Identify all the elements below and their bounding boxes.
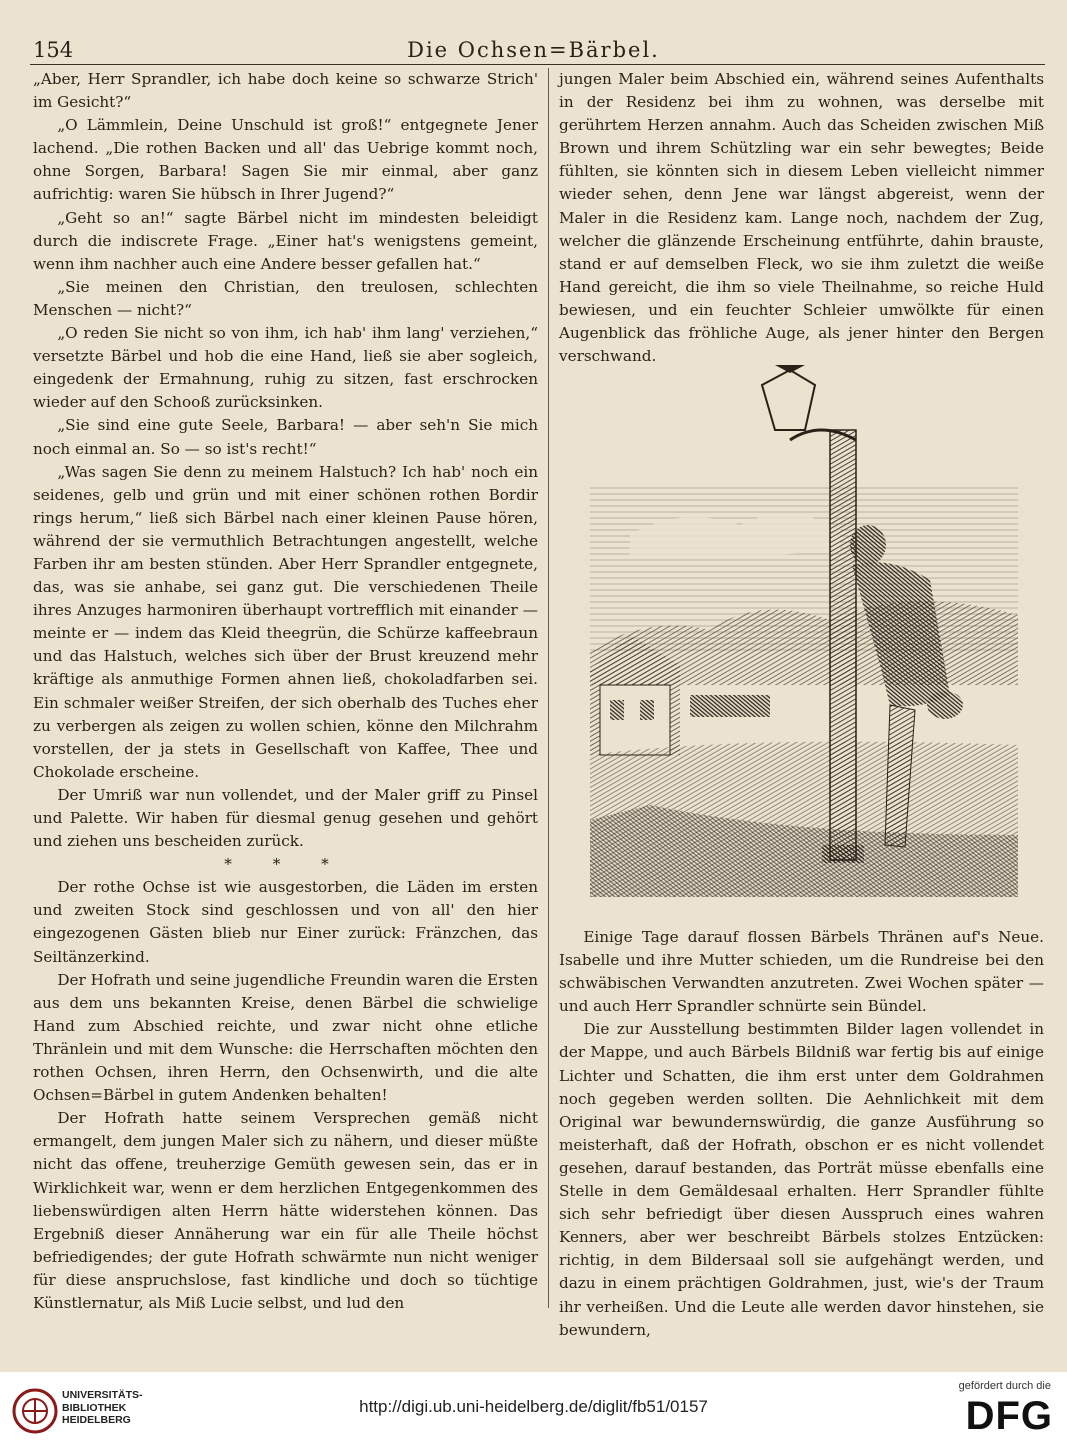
section-break: * * *	[224, 855, 347, 874]
paragraph: „O reden Sie nicht so von ihm, ich hab' ihm lang' verziehen,“ versetzte Bärbel und hob die eine Hand, ließ sie aber sogleich, eingedenk der Ermahnung, ruhig zu sitzen, fast erschrocken wieder auf den Schooß zurücksinken.	[33, 324, 538, 412]
paragraph: Der Hofrath hatte seinem Versprechen gemäß nicht ermangelt, dem jungen Maler sich zu nähern, und dieser müßte nicht das offene, treuherzige Gemüth gewesen sein, das er in Wirklichkeit war, wenn er dem herzlichen Entgegenkommen des liebenswürdigen alten Herrn hätte widerstehen können. Das Ergebniß dieser Annäherung war ein für alle Theile höchst befriedigendes; der gute Hofrath schwärmte nun nicht weniger für diese anspruchslose, fast kindliche und doch so tüchtige Künstlernatur, als Miß Lucie selbst, und lud den	[33, 1109, 538, 1312]
header-rule	[30, 64, 1045, 65]
paragraph: „O Lämmlein, Deine Unschuld ist groß!“ entgegnete Jener lachend. „Die rothen Backen und all' das Uebrige kommt noch, ohne Sorgen, Barbara! Sagen Sie mir einmal, aber ganz aufrichtig: waren Sie hübsch in Ihrer Jugend?“	[33, 116, 538, 204]
paragraph: „Was sagen Sie denn zu meinem Halstuch? Ich hab' noch ein seidenes, gelb und grün und mit einer schönen rothen Bordir rings herum,“ ließ sich Bärbel nach einer kleinen Pause hören, während der sie vermuthlich Betrachtungen angestellt, welche Farben ihr am besten stünden. Aber Herr Sprandler entgegnete, das, was sie anhabe, sei ganz gut. Die verschiedenen Theile ihres Anzuges harmoniren überhaupt vortrefflich mit einander — meinte er — indem das Kleid theegrün, die Schürze kaffeebraun und das Halstuch, welches sich über der Brust kreuzend mehr kräftige als anmuthige Formen ahnen ließ, chokoladfarben sei. Ein schmaler weißer Streifen, der sich oberhalb des Tuches eher zu verbergen als zeigen zu wollen schien, könne den Milchrahm vorstellen, der ja stets in Gesellschaft von Kaffee, Thee und Chokolade erscheine.	[33, 462, 538, 781]
institution-name: UNIVERSITÄTS- BIBLIOTHEK HEIDELBERG	[62, 1389, 143, 1426]
paragraph: „Sie meinen den Christian, den treulosen, schlechten Menschen — nicht?“	[33, 277, 538, 319]
illustration-man-at-lamppost	[590, 365, 1018, 897]
dfg-logo: DFG	[965, 1394, 1053, 1438]
train	[690, 695, 770, 717]
source-url-link[interactable]: http://digi.ub.uni-heidelberg.de/diglit/fb51/0157	[359, 1397, 708, 1416]
paragraph: Einige Tage darauf flossen Bärbels Thränen auf's Neue. Isabelle und ihre Mutter schieden, um die Rundreise bei den schwäbischen Verwandten anzutreten. Zwei Wochen später — und auch Herr Sprandler schnürte sein Bündel.	[559, 928, 1044, 1016]
paragraph: „Geht so an!“ sagte Bärbel nicht im mindesten beleidigt durch die indiscrete Frage. „Einer hat's wenigstens gemeint, wenn ihm nachher auch eine Andere besser gefallen hat.“	[33, 208, 538, 273]
paragraph: Der Umriß war nun vollendet, und der Maler griff zu Pinsel und Palette. Wir haben für diesmal genug gesehen und gehört und ziehen uns bescheiden zurück.	[33, 785, 538, 851]
paragraph: Die zur Ausstellung bestimmten Bilder lagen vollendet in der Mappe, und auch Bärbels Bildniß war fertig bis auf einige Lichter und Schatten, die ihm erst unter dem Goldrahmen noch gegeben werden sollten. Die Aehnlichkeit mit dem Original war bewundernswürdig, die ganze Ausführung so meisterhaft, daß der Hofrath, obschon er es nicht vollendet gesehen, darauf bestanden, das Porträt müsse ebenfalls eine Stelle in dem Gemäldesaal erhalten. Herr Sprandler fühlte sich sehr befriedigt über diesen Ausspruch eines wahren Kenners, aber wer beschreibt Bärbels stolzes Entzücken: richtig, in dem Bildersaal soll sie aufgehängt werden, und dazu in einem prächtigen Goldrahmen, just, wie's der Traum ihr verheißen. Und die Leute alle werden davor hinstehen, sie bewundern,	[559, 1020, 1044, 1339]
paragraph: Der Hofrath und seine jugendliche Freundin waren die Ersten aus dem uns bekannten Kreise, denen Bärbel die schwielige Hand zum Abschied reichte, und zwar nicht ohne etliche Thränlein und mit dem Wunsche: die Herrschaften möchten den rothen Ochsen, ihren Herrn, den Ochsenwirth, und die alte Ochsen=Bärbel in gutem Andenken behalten!	[33, 970, 538, 1105]
paragraph: Der rothe Ochse ist wie ausgestorben, die Läden im ersten und zweiten Stock sind geschlossen und von all' den hier eingezogenen Gästen blieb nur Einer zurück: Fränzchen, das Seiltänzerkind.	[33, 878, 538, 966]
running-title: Die Ochsen=Bärbel.	[407, 38, 660, 62]
paragraph: jungen Maler beim Abschied ein, während seines Aufenthalts in der Residenz bei ihm zu wohnen, was derselbe mit gerührtem Herzen annahm. Auch das Scheiden zwischen Miß Brown und ihrem Schützling war ein sehr bewegtes; Beide fühlten, sie könnten sich in diesem Leben vielleicht nimmer wieder sehen, denn Jene war längst abgereist, wenn der Maler in die Residenz kam. Lange noch, nachdem der Zug, welcher die glänzende Erscheinung entführte, dahin brauste, stand er auf demselben Fleck, wo sie ihm zuletzt die weiße Hand gereicht, die ihm so viele Theilnahme, so reiche Huld bewiesen, und ein feuchter Schleier umwölkte für einen Augenblick das fröhliche Auge, als jener hinter den Bergen verschwand.	[559, 70, 1044, 366]
column-divider	[548, 68, 549, 1308]
paragraph: „Aber, Herr Sprandler, ich habe doch keine so schwarze Strich' im Gesicht?“	[33, 70, 538, 112]
left-column	[33, 68, 538, 1315]
sponsor-text: gefördert durch die	[958, 1380, 1051, 1392]
footer-bar	[0, 1372, 1067, 1452]
right-column-top	[559, 68, 1044, 368]
page-number: 154	[33, 38, 74, 62]
right-column-bottom	[559, 926, 1044, 1342]
paragraph: „Sie sind eine gute Seele, Barbara! — aber seh'n Sie mich noch einmal an. So — so ist's recht!“	[33, 416, 538, 458]
